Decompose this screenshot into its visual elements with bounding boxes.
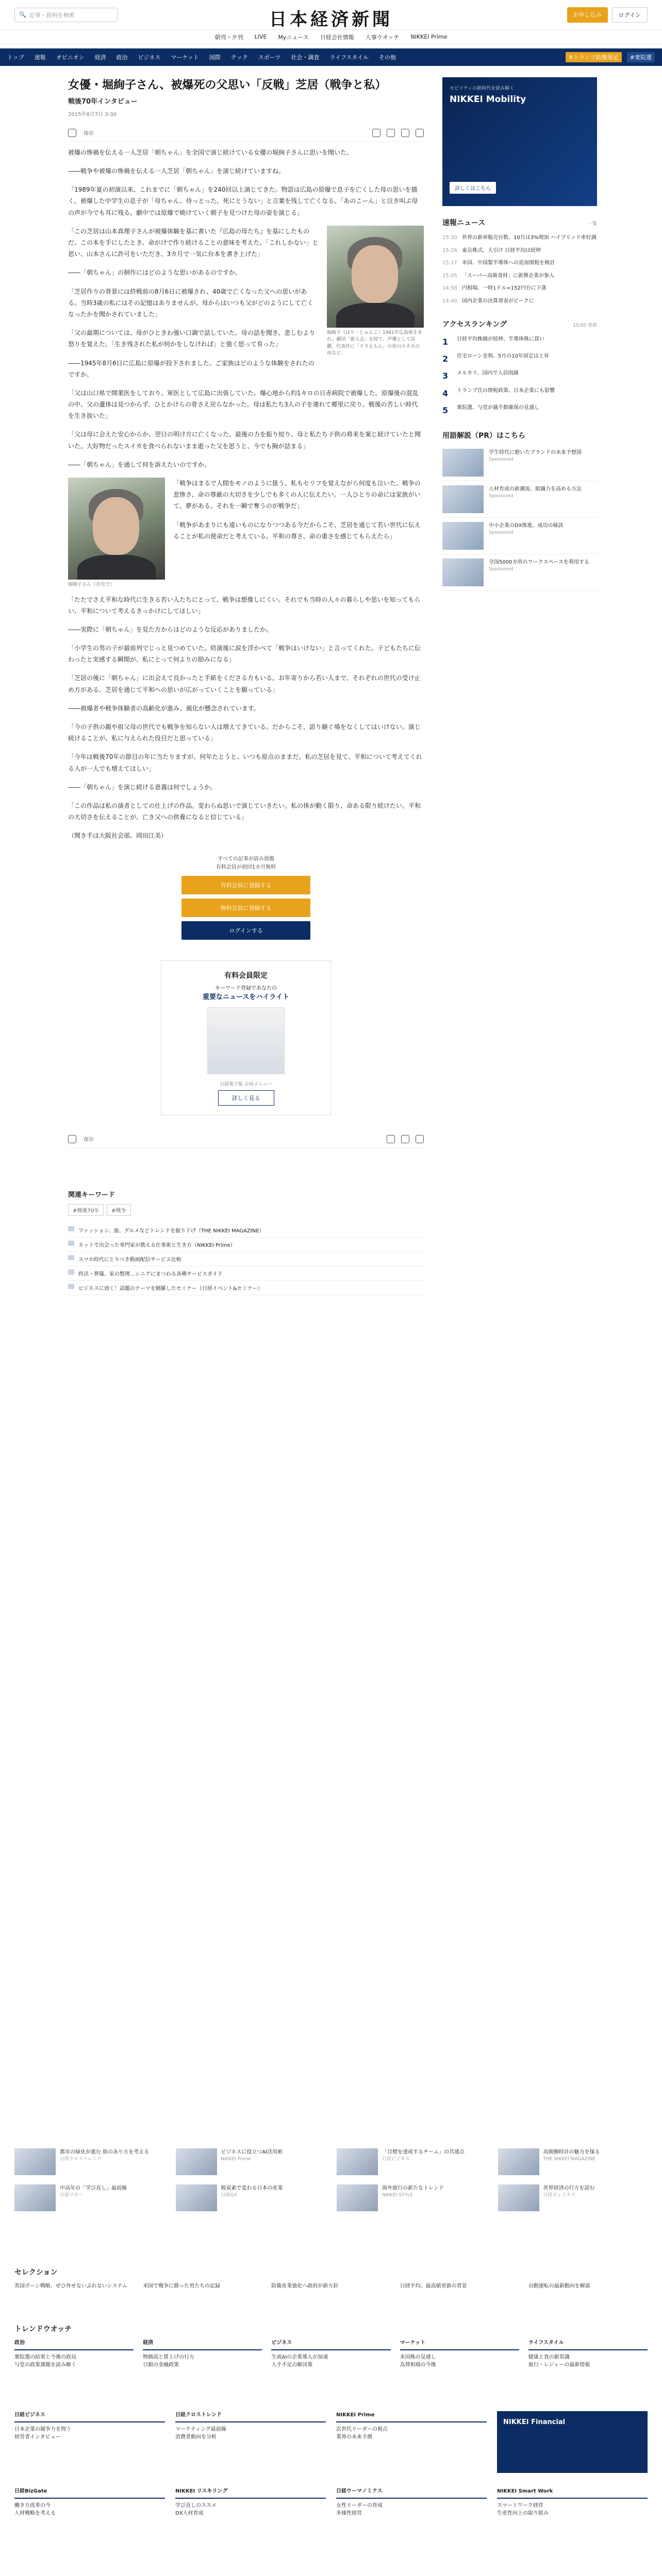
article-card[interactable]: 世界経済の行方を読む 日経ヴェリタス: [498, 2184, 648, 2211]
promo-image: [207, 1007, 285, 1074]
article-subtitle: 戦後70年インタビュー: [68, 97, 138, 106]
pr-thumbnail: [442, 485, 484, 513]
paid-signup-button[interactable]: 有料会員に登録する: [181, 876, 310, 894]
article-tools: [68, 125, 424, 142]
pr-heading: 用語解説（PR）はこちら: [442, 431, 526, 440]
photo-figure: [327, 226, 424, 358]
login-button[interactable]: ログイン: [612, 7, 648, 23]
article-card[interactable]: 海外旅行の新たなトレンド NIKKEI STYLE: [337, 2184, 487, 2211]
search-icon: 🔍: [19, 11, 26, 18]
trend-col: 経済 物価高と賃上げの行方 日銀の金融政策: [143, 2339, 262, 2369]
ad-small-text: モビリティの新時代を読み解く: [450, 86, 515, 91]
card-thumbnail: [337, 2184, 378, 2211]
article-card[interactable]: 脱炭素で変わる日本の産業 日経GX: [176, 2184, 326, 2211]
link-icon: [68, 1226, 74, 1231]
article-tools-bottom: [68, 1131, 424, 1148]
article-title: 女優・堀絢子さん、被爆死の父思い「反戦」芝居（戦争と私）: [68, 79, 387, 92]
news-item[interactable]: 15:05 「スーパー高級食材」に新興企業が参入: [442, 273, 554, 279]
brand-link[interactable]: 人材戦略を考える: [14, 2511, 56, 2516]
register-line: すべての記事が読み放題: [218, 856, 274, 862]
brand-link[interactable]: 学び直しのススメ: [175, 2502, 217, 2509]
promo-caption: 日経電子版 会員メニュー: [220, 1081, 272, 1087]
brand-link[interactable]: 経営者インタビュー: [14, 2434, 61, 2440]
related-link[interactable]: ファッション、旅、グルメなどトレンドを掘り下げ（THE NIKKEI MAGAZINE）: [68, 1223, 424, 1238]
share-icon[interactable]: [387, 129, 395, 137]
brand-title[interactable]: 日経ビジネス: [14, 2411, 165, 2422]
nav-item[interactable]: ビジネス: [138, 54, 161, 61]
card-thumbnail: [176, 2184, 217, 2211]
card-thumbnail: [498, 2184, 539, 2211]
share-icon[interactable]: [401, 1135, 409, 1143]
trend-link[interactable]: 生成AIの企業導入が加速: [271, 2354, 328, 2360]
pr-list: [442, 445, 597, 591]
brand-link[interactable]: マーケティング最前線: [175, 2426, 226, 2432]
top-bar: [0, 0, 662, 30]
subnav-item[interactable]: 朝刊・夕刊: [214, 33, 243, 41]
ranking-item[interactable]: 2 住宅ローン金利、5月の10年固定は上昇: [442, 353, 549, 364]
article-card[interactable]: 高級腕時計の魅力を探る THE NIKKEI MAGAZINE: [498, 2148, 648, 2175]
brand-block: [336, 2411, 487, 2473]
brand-title[interactable]: 日経ウーマノミクス: [336, 2487, 487, 2499]
brand-link[interactable]: 業界の未来予測: [336, 2434, 372, 2440]
free-signup-button[interactable]: 無料会員に登録する: [181, 899, 310, 917]
bookmark-icon[interactable]: [68, 129, 76, 137]
paragraph: 「今の子供の親や祖父母の世代でも戦争を知らない人は増えてきている。だからこそ、語り継ぐ場をなくしてはいけない。演じ続けることが、私に与えられた役目だと思っている」: [68, 723, 421, 742]
article-column: [68, 77, 424, 1295]
news-item[interactable]: 15:30 世界の新車販売台数、10月は3%増加 ハイブリッド車好調: [442, 235, 597, 241]
link-icon: [68, 1269, 74, 1275]
register-box: [68, 855, 424, 940]
article-body: [68, 147, 424, 842]
card-thumbnail: [176, 2148, 217, 2175]
paragraph: 「この芝居は山本真理子さんが被爆体験を基に書いた『広島の母たち』を基にしたものだ。この本を手にしたとき、命がけで作り続けることの意味を考えた。「これしかない」と思い、山本さんに許可をいただき、3カ月で一気に台本を書き上げた」: [68, 227, 319, 258]
trend-link[interactable]: 健康と食の新常識: [528, 2354, 570, 2360]
link-icon: [68, 1255, 74, 1260]
brand-link[interactable]: 働き方改革の今: [14, 2502, 51, 2509]
search-box[interactable]: [14, 8, 118, 22]
paragraph: 「父は山口県で開業医をしており、軍医として広島に出張していた。爆心地から約1キロの日赤病院で被爆した。原爆後の混乱の中、父の遺体は見つからず、ひとかけらの骨さえ戻らなかった。母は私たち3人の子を連れて郷里に戻り、戦後の苦しい時代を生き抜いた」: [68, 389, 419, 420]
nav-item[interactable]: マーケット: [171, 54, 199, 61]
more-icon[interactable]: [416, 129, 424, 137]
nav-item[interactable]: テック: [230, 54, 248, 61]
signup-button[interactable]: お申し込み: [567, 7, 608, 23]
ranking-heading: アクセスランキング 15:00 更新: [442, 320, 597, 329]
more-articles-grid: [14, 2148, 648, 2211]
paragraph: 「この作品は私の演者としての仕上げの作品。変わらぬ思いで演じていきたい。私の体が動く限り、命ある限り続けたい。平和の大切さを伝えることが、亡き父への供養になると信じている」: [68, 802, 421, 821]
selection-item[interactable]: 自動運転の最新動向を解説: [528, 2283, 590, 2289]
main-nav: [0, 48, 662, 66]
nav-item[interactable]: オピニオン: [56, 54, 85, 61]
pr-item[interactable]: 中小企業のDX推進、成功の秘訣 Sponsored: [442, 518, 597, 554]
news-item[interactable]: 15:26 東京株式、大引け 日経平均は続伸: [442, 247, 541, 253]
selection-heading: セレクション: [14, 2268, 58, 2277]
paragraph: （聞き手は大阪社会部、岡田江美）: [68, 832, 168, 840]
selection-item[interactable]: 米国で戦争に勝った男たちの記録: [143, 2283, 221, 2289]
register-line: 有料会員が初回1カ月無料: [216, 864, 276, 870]
brand-block: [497, 2487, 648, 2518]
save-label[interactable]: 保存: [84, 1137, 94, 1143]
paragraph: 「父は母に会えた安心からか、翌日の明け方に亡くなった。最後の力を振り絞り、母と私たち子供の将来を案じ続けていたと聞いた。大好物だったスイカを食べられないまま逝った父を思うと、今でも胸が詰まる」: [68, 431, 421, 450]
nav-item[interactable]: 政治: [116, 54, 128, 61]
ranking-item[interactable]: 3 メルカリ、国内で人員削減: [442, 370, 519, 381]
brand-title[interactable]: 日経BizGate: [14, 2487, 165, 2499]
keyword-chip[interactable]: #戦後70年: [68, 1204, 104, 1216]
paragraph: 「小学生の男の子が最前列でじっと見つめていた。終演後に涙を浮かべて「戦争はいけない」と言ってくれた。子どもたちに伝わったと実感する瞬間が、私にとって何よりの励みになる」: [68, 645, 421, 664]
trend-link[interactable]: 物価高と賃上げの行方: [143, 2354, 195, 2360]
photo-figure: [68, 478, 165, 589]
site-logo[interactable]: 日本経済新聞: [269, 9, 393, 30]
paragraph: 「今年は戦後70年の節目の年に当たりますが、何年たとうと、いつも原点のままだ。私の芝居を見て、平和について考えてくれる人が一人でも増えてほしい」: [68, 753, 422, 772]
subnav-item[interactable]: 日経会社情報: [320, 33, 354, 41]
nav-item[interactable]: 速報: [34, 54, 46, 61]
news-item[interactable]: 14:58 円相場、一時1ドル=152円台に下落: [442, 285, 547, 291]
card-thumbnail: [14, 2184, 56, 2211]
related-section: [68, 1189, 424, 1295]
pr-item[interactable]: 学生時代に抱いたブランドの未来予想図 Sponsored: [442, 445, 597, 481]
sub-nav: [0, 30, 662, 44]
article-card[interactable]: 「目標を達成するチーム」の共通点 日経ビジネス: [337, 2148, 487, 2175]
trend-link[interactable]: 日銀の金融政策: [143, 2362, 179, 2368]
trend-link[interactable]: 人手不足の解決策: [271, 2362, 313, 2368]
paragraph: ――「朝ちゃん」の制作にはどのような思いがあるのですか。: [68, 269, 242, 277]
nav-tag[interactable]: #衆院選: [627, 52, 655, 62]
pr-thumbnail: [442, 522, 484, 550]
article-card[interactable]: 中高年の「学び直し」最前線 日経マネー: [14, 2184, 164, 2211]
paragraph: 「戦争があまりにも遠いものになりつつある今だからこそ、芝居を通じて若い世代に伝えることが私の使命だと考えている。平和の尊さ、命の重さを感じてもらえたら」: [173, 521, 421, 540]
brand-link[interactable]: 生産性向上の取り組み: [497, 2511, 549, 2516]
related-heading: 関連キーワード: [68, 1191, 115, 1199]
sidebar: [442, 77, 597, 591]
bookmark-icon[interactable]: [68, 1135, 76, 1143]
nav-item[interactable]: 経済: [94, 54, 106, 61]
article-card[interactable]: 都市の緑化が進む 街のあり方を考える 日経クロストレンド: [14, 2148, 164, 2175]
brand-title[interactable]: NIKKEI リスキリング: [175, 2487, 326, 2499]
selection-item[interactable]: 日経平均、最高値更新の背景: [400, 2283, 467, 2289]
login-button[interactable]: ログインする: [181, 921, 310, 940]
ranking-item[interactable]: 1 日経平均株価が続伸、半導体株に買い: [442, 336, 544, 347]
ad-title: NIKKEI Mobility: [450, 94, 526, 105]
trend-link[interactable]: 衆院選の結果と今後の政局: [14, 2354, 76, 2360]
trend-link[interactable]: 米国株の見通し: [400, 2354, 436, 2360]
paragraph: ――1945年8月6日に広島に原爆が投下されました。ご家族はどのような体験をされたのですか。: [68, 359, 315, 378]
brand-block: [14, 2411, 165, 2473]
paragraph: 「たたでさえ平和な時代に生きる若い人たちにとって、戦争は想像しにくい。それでも当時の人々の暮らしや思いを知ってもらい、平和について考えるきっかけにしてほしい」: [68, 596, 421, 615]
brand-blocks: [14, 2411, 648, 2518]
mail-icon[interactable]: [401, 129, 409, 137]
brand-title[interactable]: 日経クロストレンド: [175, 2411, 326, 2422]
portrait-photo: [327, 226, 424, 328]
subnav-item[interactable]: Myニュース: [278, 33, 309, 41]
trend-link[interactable]: 旅行・レジャーの最新情報: [528, 2362, 590, 2368]
trend-col: 政治 衆院選の結果と今後の政局 与党の政策課題を読み解く: [14, 2339, 134, 2369]
news-item[interactable]: 15:17 米国、中国製半導体への追加関税を検討: [442, 260, 555, 266]
related-link[interactable]: ビジネスに効く！話題のテーマを網羅したセミナー（日経イベント&セミナー）: [68, 1281, 424, 1295]
paragraph: ――「朝ちゃん」を通して何を訴えたいのですか。: [68, 461, 211, 468]
photo-caption: 堀絢子さん（自宅で）: [68, 582, 115, 588]
brand-link[interactable]: 女性リーダーの育成: [336, 2502, 383, 2509]
paragraph: 「戦争はまるで人間をモノのように扱う。私もセリフを覚えながら何度も泣いた。戦争の悲惨さ、命の尊厳の大切さを少しでも多くの人に伝えたい。一人ひとりの命には家族がいて、夢がある。それを一瞬で奪うのが戦争だ」: [173, 480, 421, 510]
news-item[interactable]: 14:40 国内企業の決算発表がピークに: [442, 298, 534, 304]
pr-item[interactable]: 人材育成の新潮流、組織力を高める方法 Sponsored: [442, 481, 597, 518]
nav-item[interactable]: 国際: [209, 54, 221, 61]
link-icon: [68, 1284, 74, 1289]
subnav-item[interactable]: 人事ウオッチ: [365, 33, 400, 41]
article-date: 2015年8月7日 3:30: [68, 111, 117, 117]
trend-col: ライフスタイル 健康と食の新常識 旅行・レジャーの最新情報: [528, 2339, 648, 2369]
nav-item[interactable]: ライフスタイル: [329, 54, 369, 61]
link-icon: [68, 1241, 74, 1246]
paragraph: 「芝居の後に「朝ちゃん」に出会えて良かったと手紙をくださる方もいる。お年寄りから若い人まで、それぞれの世代の受け止め方がある。芝居を通じて平和への思いが広がっていくことを願っている」: [68, 674, 421, 693]
promo-box: [161, 960, 331, 1115]
photo-caption: 堀絢子（ほり・じゅんこ）1941年広島県生まれ。劇団「新人会」を経て、声優として活躍。代表作に「ドラえもん」の骨川スネ夫の母など。: [327, 330, 422, 357]
card-thumbnail: [498, 2148, 539, 2175]
card-thumbnail: [337, 2148, 378, 2175]
pr-thumbnail: [442, 449, 484, 477]
brand-link[interactable]: 日本企業の競争力を問う: [14, 2426, 71, 2432]
nav-item[interactable]: スポーツ: [258, 54, 281, 61]
keyword-chip[interactable]: #戦争: [107, 1204, 130, 1216]
stage-photo: [68, 478, 165, 580]
nav-tag[interactable]: #トランプ政権発足: [566, 52, 622, 62]
related-link[interactable]: スマホ時代にとりべき動画配信サービス比較: [68, 1252, 424, 1266]
print-icon[interactable]: [372, 129, 380, 137]
brand-block: [14, 2487, 165, 2518]
trend-heading: トレンドウオッチ: [14, 2325, 72, 2333]
promo-sub: キーワード登録であなたの: [215, 985, 277, 991]
related-link[interactable]: 終活・葬儀、家の整理…シニアにまつわる各種サービスガイド: [68, 1266, 424, 1281]
related-link[interactable]: ネットで出会った専門家が教える仕事術と生き方（NIKKEI Prime）: [68, 1238, 424, 1252]
paragraph: ――「朝ちゃん」を演じ続ける意義は何でしょうか。: [68, 783, 217, 791]
save-label[interactable]: 保存: [84, 131, 94, 137]
ad-button[interactable]: 詳しくはこちら: [450, 182, 496, 194]
trend-section: [14, 2324, 648, 2369]
pr-item[interactable]: 全国5000カ所のワークスペースを利用する Sponsored: [442, 554, 597, 591]
selection-item[interactable]: 英国ボーン戦略、ぜひ外せないぶれないシステム: [14, 2283, 127, 2289]
nav-item[interactable]: トップ: [7, 54, 24, 61]
article-card[interactable]: ビジネスに役立つAI活用術 NIKKEI Prime: [176, 2148, 326, 2175]
promo-more-button[interactable]: 詳しく見る: [218, 1090, 274, 1106]
ranking-item[interactable]: 5 衆院選、与党が過半数確保の見通し: [442, 404, 539, 415]
nav-item[interactable]: その他: [379, 54, 396, 61]
brand-title[interactable]: NIKKEI Prime: [336, 2411, 487, 2422]
latest-more-link[interactable]: 一覧: [587, 222, 597, 227]
brand-link[interactable]: 次世代リーダーの視点: [336, 2426, 388, 2432]
latest-list: [442, 232, 597, 308]
paragraph: 被爆の惨禍を伝える一人芝居「朝ちゃん」を全国で演じ続けている女優の堀絢子さんに思いを聞いた。: [68, 148, 353, 156]
paragraph: 「芝居作りの背景には終戦前の8月6日に被爆され、40歳で亡くなった父への思いがある。当時3歳の私にはその記憶はありませんが、母からはいつも父がどのようにして亡くなったかを聞かされていました」: [68, 287, 313, 318]
search-placeholder: 記事・銘柄を検索: [29, 11, 75, 19]
trend-col: マーケット 米国株の見通し 為替相場の今後: [400, 2339, 519, 2369]
promo-highlight: 重要なニュースをハイライト: [203, 993, 289, 1001]
brand-block: [175, 2487, 326, 2518]
ad-banner[interactable]: [442, 77, 597, 206]
trend-link[interactable]: 為替相場の今後: [400, 2362, 436, 2368]
card-thumbnail: [14, 2148, 56, 2175]
brand-link[interactable]: 消費者動向を分析: [175, 2434, 217, 2440]
subnav-item[interactable]: LIVE: [254, 33, 267, 40]
nav-item[interactable]: 社会・調査: [291, 54, 320, 61]
brand-link[interactable]: 多様性経営: [336, 2511, 362, 2516]
trend-link[interactable]: 与党の政策課題を読み解く: [14, 2362, 76, 2368]
brand-block: [336, 2487, 487, 2518]
promo-head: 有料会員限定: [224, 971, 268, 980]
pr-thumbnail: [442, 558, 484, 586]
brand-link[interactable]: DX人材育成: [175, 2511, 204, 2516]
paragraph: ――戦争や被爆の惨禍を伝える一人芝居「朝ちゃん」を演じ続けていますね。: [68, 167, 285, 175]
paragraph: ――実際に「朝ちゃん」を見た方からはどのような反応がありましたか。: [68, 625, 273, 633]
mail-icon[interactable]: [416, 1135, 424, 1143]
brand-block: [175, 2411, 326, 2473]
brand-title[interactable]: NIKKEI Smart Work: [497, 2487, 648, 2499]
latest-heading: 速報ニュース 一覧: [442, 219, 597, 227]
nikkei-financial-ad[interactable]: NIKKEI Financial: [497, 2411, 648, 2473]
trend-col: ビジネス 生成AIの企業導入が加速 人手不足の解決策: [271, 2339, 390, 2369]
subnav-item[interactable]: NIKKEI Prime: [410, 33, 448, 40]
selection-section: [14, 2267, 648, 2291]
paragraph: 「1989年夏の初演以来、これまでに「朝ちゃん」を240回以上演じてきた。物語は広島の原爆で息子を亡くした母の思いを描く。被爆した中学生の息子が「母ちゃん、待っとった。死にとうない」と言葉を残して亡くなる。「あのこーん」と泣き叫ぶ母の声が今でも耳に残る。劇中では原爆で焼けていく朝子を見つけた母の姿を演じる」: [68, 186, 418, 216]
selection-item[interactable]: 防衛産業強化へ政府が新方針: [271, 2283, 339, 2289]
paragraph: ――被爆者や戦争体験者の高齢化が進み、風化が懸念されています。: [68, 704, 260, 712]
ranking-item[interactable]: 4 トランプ氏の関税政策、日本企業にも影響: [442, 387, 555, 398]
ranking-list: [442, 333, 597, 419]
paragraph: 「父の最期については、母がひときわ強い口調で話していた。母の話を聞き、悲しむより怒りを覚えた。「生き残された私が何かをしなければ」と強く思って育った」: [68, 329, 316, 348]
print-icon[interactable]: [387, 1135, 395, 1143]
brand-link[interactable]: スマートワーク経営: [497, 2502, 543, 2509]
